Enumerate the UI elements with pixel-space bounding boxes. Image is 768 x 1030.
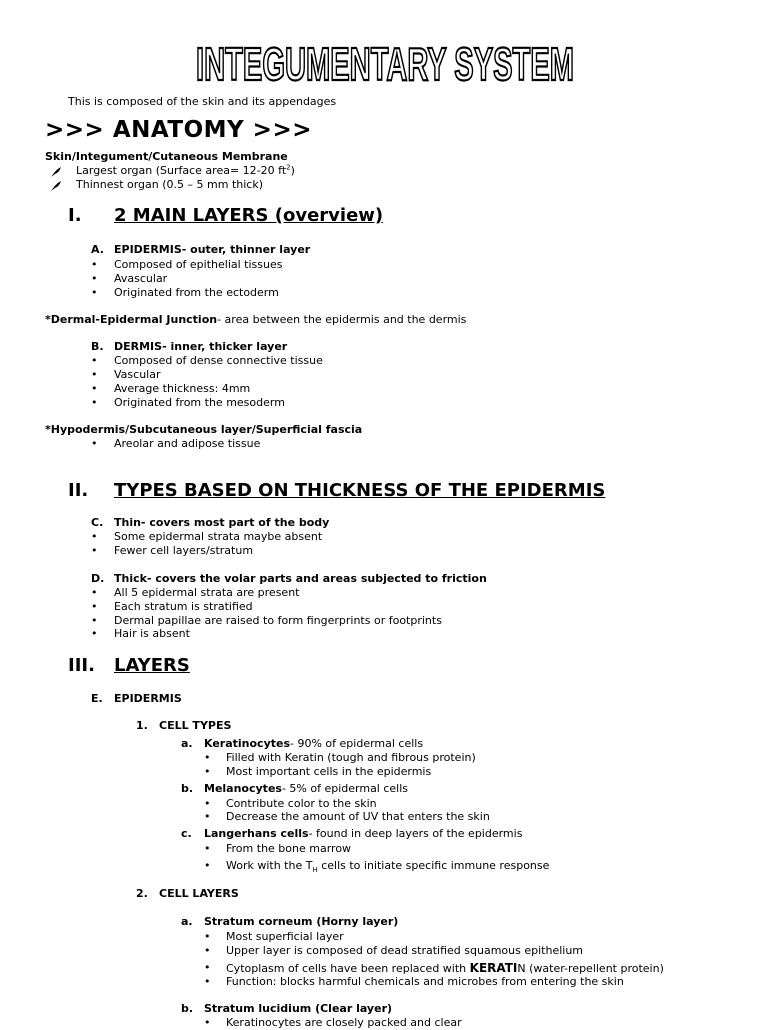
- list-item: All 5 epidermal strata are present: [114, 586, 300, 599]
- list-item-keratin: Cytoplasm of cells have been replaced with KERATIN (water-repellent protein): [226, 961, 664, 975]
- langerhans-heading: Langerhans cells- found in deep layers of the epidermis: [204, 827, 523, 840]
- section-1-numeral: I.: [68, 205, 82, 226]
- bullet-icon: •: [204, 859, 211, 872]
- bullet-icon: •: [91, 286, 98, 299]
- document-title-text: INTEGUMENTARY SYSTEM: [196, 38, 574, 90]
- bullet-icon: •: [204, 842, 211, 855]
- stratum-lucidium-heading: Stratum lucidium (Clear layer): [204, 1002, 393, 1015]
- skin-point-thinnest: Thinnest organ (0.5 – 5 mm thick): [76, 178, 263, 191]
- list-item: Dermal papillae are raised to form fingerprints or footprints: [114, 614, 442, 627]
- cell-types-number: 1.: [136, 719, 148, 732]
- list-item: Each stratum is stratified: [114, 600, 253, 613]
- section-2-title: TYPES BASED ON THICKNESS OF THE EPIDERMIS: [114, 480, 606, 501]
- section-3-title: LAYERS: [114, 655, 190, 676]
- item-c-letter: C.: [91, 516, 104, 529]
- list-item: Composed of dense connective tissue: [114, 354, 323, 367]
- item-a-letter: A.: [91, 243, 104, 256]
- bullet-icon: •: [91, 354, 98, 367]
- stratum-corneum-letter: a.: [181, 915, 193, 928]
- document-title: [190, 38, 580, 90]
- list-item: Most superficial layer: [226, 930, 344, 943]
- melanocytes-letter: b.: [181, 782, 194, 795]
- keratinocytes-heading: Keratinocytes- 90% of epidermal cells: [204, 737, 424, 750]
- item-c-heading: Thin- covers most part of the body: [114, 516, 330, 529]
- list-item-th-cells: Work with the $T_H$ cells to initiate specific immune response: [226, 859, 550, 875]
- bullet-icon: •: [91, 437, 98, 450]
- item-d-letter: D.: [91, 572, 105, 585]
- list-item: Some epidermal strata maybe absent: [114, 530, 323, 543]
- list-item: Originated from the ectoderm: [114, 286, 279, 299]
- anatomy-heading: >>> ANATOMY >>>: [45, 117, 312, 143]
- item-e-heading: EPIDERMIS: [114, 692, 182, 705]
- melanocytes-heading: Melanocytes- 5% of epidermal cells: [204, 782, 409, 795]
- list-item: Vascular: [114, 368, 161, 381]
- bullet-icon: •: [91, 272, 98, 285]
- list-item: Keratinocytes are closely packed and clear: [226, 1016, 462, 1029]
- bullet-icon: •: [91, 600, 98, 613]
- bullet-icon: •: [204, 975, 211, 988]
- item-d-heading: Thick- covers the volar parts and areas subjected to friction: [114, 572, 487, 585]
- bullet-icon: •: [204, 961, 211, 974]
- bullet-icon: •: [91, 586, 98, 599]
- list-item: Filled with Keratin (tough and fibrous protein): [226, 751, 476, 764]
- bullet-icon: •: [204, 1016, 211, 1029]
- section-3-numeral: III.: [68, 655, 95, 676]
- bullet-icon: •: [204, 765, 211, 778]
- bullet-icon: •: [204, 810, 211, 823]
- stratum-corneum-heading: Stratum corneum (Horny layer): [204, 915, 399, 928]
- dej-line: *Dermal-Epidermal Junction- area between the epidermis and the dermis: [45, 313, 467, 326]
- list-item: Upper layer is composed of dead stratified squamous epithelium: [226, 944, 584, 957]
- cell-layers-number: 2.: [136, 887, 148, 900]
- item-b-letter: B.: [91, 340, 104, 353]
- list-item: Decrease the amount of UV that enters the skin: [226, 810, 490, 823]
- bullet-icon: •: [91, 530, 98, 543]
- list-item: Avascular: [114, 272, 168, 285]
- bullet-icon: •: [91, 627, 98, 640]
- item-a-heading: EPIDERMIS- outer, thinner layer: [114, 243, 311, 256]
- skin-point-largest: Largest organ (Surface area= 12-20 $ft^2$): [76, 163, 295, 177]
- list-item: Function: blocks harmful chemicals and microbes from entering the skin: [226, 975, 624, 988]
- list-item: Areolar and adipose tissue: [114, 437, 261, 450]
- bullet-icon: •: [91, 396, 98, 409]
- section-1-title: 2 MAIN LAYERS (overview): [114, 205, 384, 226]
- skin-heading: Skin/Integument/Cutaneous Membrane: [45, 150, 288, 163]
- list-item: Most important cells in the epidermis: [226, 765, 432, 778]
- bullet-icon: •: [91, 544, 98, 557]
- cell-types-heading: CELL TYPES: [159, 719, 232, 732]
- bullet-icon: •: [204, 944, 211, 957]
- bullet-icon: •: [204, 930, 211, 943]
- cell-layers-heading: CELL LAYERS: [159, 887, 239, 900]
- list-item: From the bone marrow: [226, 842, 352, 855]
- item-e-letter: E.: [91, 692, 103, 705]
- list-item: Fewer cell layers/stratum: [114, 544, 254, 557]
- bullet-icon: •: [204, 751, 211, 764]
- list-item: Hair is absent: [114, 627, 190, 640]
- list-item: Average thickness: 4mm: [114, 382, 251, 395]
- quill-icon: [50, 166, 62, 178]
- bullet-icon: •: [204, 797, 211, 810]
- stratum-lucidium-letter: b.: [181, 1002, 194, 1015]
- keratinocytes-letter: a.: [181, 737, 193, 750]
- quill-icon: [50, 180, 62, 192]
- langerhans-letter: c.: [181, 827, 192, 840]
- bullet-icon: •: [91, 614, 98, 627]
- section-2-numeral: II.: [68, 480, 89, 501]
- bullet-icon: •: [91, 258, 98, 271]
- hypodermis-heading: *Hypodermis/Subcutaneous layer/Superficial fascia: [45, 423, 363, 436]
- item-b-heading: DERMIS- inner, thicker layer: [114, 340, 288, 353]
- list-item: Composed of epithelial tissues: [114, 258, 283, 271]
- list-item: Originated from the mesoderm: [114, 396, 285, 409]
- list-item: Contribute color to the skin: [226, 797, 377, 810]
- intro-text: This is composed of the skin and its appendages: [68, 95, 337, 108]
- bullet-icon: •: [91, 368, 98, 381]
- bullet-icon: •: [91, 382, 98, 395]
